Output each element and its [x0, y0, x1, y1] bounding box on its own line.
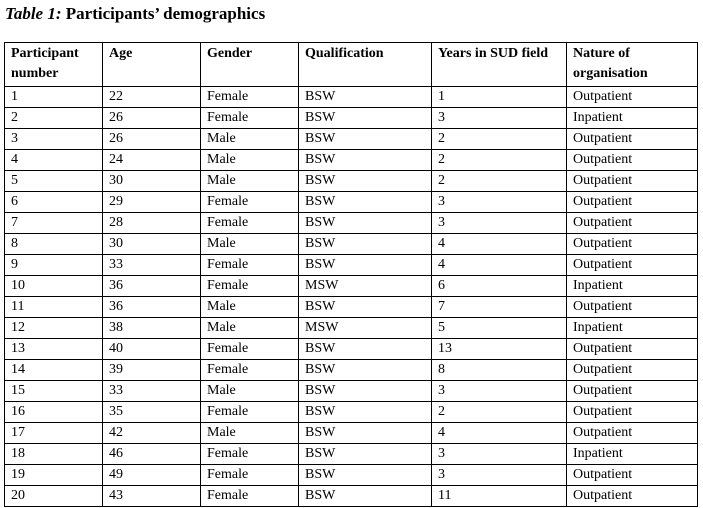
table-cell-years-in-sud-field: 2	[432, 150, 567, 171]
table-cell-nature-of-organisation: Inpatient	[567, 318, 698, 339]
table-cell-years-in-sud-field: 8	[432, 360, 567, 381]
table-cell-nature-of-organisation: Outpatient	[567, 423, 698, 444]
column-header-qualification: Qualification	[299, 43, 432, 87]
table-cell-qualification: BSW	[299, 402, 432, 423]
table-cell-participant-number: 17	[5, 423, 103, 444]
table-cell-qualification: BSW	[299, 108, 432, 129]
table-cell-gender: Female	[201, 213, 299, 234]
table-cell-years-in-sud-field: 4	[432, 423, 567, 444]
table-row	[5, 276, 698, 297]
table-cell-nature-of-organisation: Outpatient	[567, 360, 698, 381]
table-header	[5, 43, 698, 87]
table-cell-years-in-sud-field: 3	[432, 465, 567, 486]
table-cell-nature-of-organisation: Outpatient	[567, 381, 698, 402]
table-cell-qualification: BSW	[299, 297, 432, 318]
demographics-table	[4, 42, 698, 507]
table-cell-gender: Male	[201, 318, 299, 339]
table-cell-years-in-sud-field: 3	[432, 192, 567, 213]
table-cell-years-in-sud-field: 13	[432, 339, 567, 360]
table-cell-years-in-sud-field: 5	[432, 318, 567, 339]
table-cell-participant-number: 7	[5, 213, 103, 234]
table-cell-age: 33	[103, 381, 201, 402]
column-header-gender: Gender	[201, 43, 299, 87]
table-row	[5, 108, 698, 129]
table-cell-qualification: BSW	[299, 150, 432, 171]
table-cell-age: 28	[103, 213, 201, 234]
table-cell-gender: Female	[201, 108, 299, 129]
table-cell-participant-number: 3	[5, 129, 103, 150]
header-row	[5, 43, 698, 87]
table-row	[5, 423, 698, 444]
table-row	[5, 402, 698, 423]
table-row	[5, 213, 698, 234]
table-cell-nature-of-organisation: Outpatient	[567, 297, 698, 318]
table-cell-nature-of-organisation: Outpatient	[567, 87, 698, 108]
table-cell-nature-of-organisation: Outpatient	[567, 171, 698, 192]
column-header-age: Age	[103, 43, 201, 87]
table-cell-qualification: BSW	[299, 339, 432, 360]
table-cell-participant-number: 9	[5, 255, 103, 276]
table-cell-participant-number: 10	[5, 276, 103, 297]
table-cell-nature-of-organisation: Outpatient	[567, 150, 698, 171]
table-cell-age: 46	[103, 444, 201, 465]
table-caption	[5, 3, 265, 25]
table-row	[5, 486, 698, 507]
table-cell-qualification: BSW	[299, 444, 432, 465]
table-row	[5, 297, 698, 318]
table-cell-gender: Female	[201, 444, 299, 465]
table-cell-age: 22	[103, 87, 201, 108]
table-cell-age: 30	[103, 234, 201, 255]
table-cell-nature-of-organisation: Outpatient	[567, 213, 698, 234]
table-body	[5, 87, 698, 507]
table-cell-nature-of-organisation: Outpatient	[567, 234, 698, 255]
table-cell-participant-number: 6	[5, 192, 103, 213]
table-cell-gender: Male	[201, 171, 299, 192]
table-cell-nature-of-organisation: Outpatient	[567, 255, 698, 276]
table-cell-age: 49	[103, 465, 201, 486]
table-cell-age: 29	[103, 192, 201, 213]
table-cell-qualification: BSW	[299, 381, 432, 402]
table-cell-gender: Male	[201, 129, 299, 150]
table-cell-gender: Female	[201, 486, 299, 507]
table-cell-participant-number: 5	[5, 171, 103, 192]
table-cell-participant-number: 14	[5, 360, 103, 381]
table-row	[5, 465, 698, 486]
table-cell-gender: Male	[201, 297, 299, 318]
table-cell-participant-number: 19	[5, 465, 103, 486]
table-cell-years-in-sud-field: 4	[432, 255, 567, 276]
table-row	[5, 360, 698, 381]
table-cell-participant-number: 2	[5, 108, 103, 129]
table-cell-qualification: BSW	[299, 234, 432, 255]
table-cell-nature-of-organisation: Outpatient	[567, 486, 698, 507]
table-cell-gender: Male	[201, 150, 299, 171]
table-cell-qualification: BSW	[299, 129, 432, 150]
table-cell-gender: Female	[201, 192, 299, 213]
table-cell-years-in-sud-field: 4	[432, 234, 567, 255]
table-cell-years-in-sud-field: 7	[432, 297, 567, 318]
table-cell-years-in-sud-field: 3	[432, 444, 567, 465]
table-cell-gender: Female	[201, 465, 299, 486]
table-cell-years-in-sud-field: 2	[432, 171, 567, 192]
table-cell-qualification: BSW	[299, 360, 432, 381]
table-cell-participant-number: 8	[5, 234, 103, 255]
table-cell-nature-of-organisation: Inpatient	[567, 444, 698, 465]
table-cell-qualification: BSW	[299, 87, 432, 108]
table-row	[5, 171, 698, 192]
table-caption-label: Table 1:	[5, 4, 62, 23]
table-cell-age: 38	[103, 318, 201, 339]
table-row	[5, 192, 698, 213]
table-cell-age: 36	[103, 297, 201, 318]
table-row	[5, 87, 698, 108]
table-row	[5, 150, 698, 171]
table-cell-qualification: BSW	[299, 486, 432, 507]
table-cell-age: 36	[103, 276, 201, 297]
table-cell-years-in-sud-field: 3	[432, 213, 567, 234]
table-cell-gender: Male	[201, 381, 299, 402]
table-cell-age: 39	[103, 360, 201, 381]
table-row	[5, 318, 698, 339]
table-cell-qualification: BSW	[299, 465, 432, 486]
table-cell-years-in-sud-field: 6	[432, 276, 567, 297]
table-cell-qualification: BSW	[299, 192, 432, 213]
table-cell-gender: Male	[201, 234, 299, 255]
table-cell-participant-number: 11	[5, 297, 103, 318]
table-cell-years-in-sud-field: 1	[432, 87, 567, 108]
table-cell-qualification: MSW	[299, 276, 432, 297]
table-cell-qualification: BSW	[299, 423, 432, 444]
table-cell-age: 35	[103, 402, 201, 423]
table-cell-years-in-sud-field: 2	[432, 129, 567, 150]
table-row	[5, 339, 698, 360]
table-cell-participant-number: 16	[5, 402, 103, 423]
table-row	[5, 234, 698, 255]
column-header-years-in-sud-field: Years in SUD field	[432, 43, 567, 87]
table-cell-age: 33	[103, 255, 201, 276]
table-row	[5, 255, 698, 276]
table-cell-participant-number: 13	[5, 339, 103, 360]
table-cell-years-in-sud-field: 3	[432, 108, 567, 129]
column-header-participant-number: Participant number	[5, 43, 103, 87]
table-cell-years-in-sud-field: 3	[432, 381, 567, 402]
table-cell-nature-of-organisation: Outpatient	[567, 192, 698, 213]
table-cell-nature-of-organisation: Inpatient	[567, 108, 698, 129]
table-cell-gender: Female	[201, 360, 299, 381]
column-header-nature-of-organisation: Nature of organisation	[567, 43, 698, 87]
table-cell-qualification: BSW	[299, 213, 432, 234]
table-cell-age: 24	[103, 150, 201, 171]
table-caption-title: Participants’ demographics	[65, 4, 266, 23]
table-cell-participant-number: 20	[5, 486, 103, 507]
table-row	[5, 129, 698, 150]
table-cell-age: 40	[103, 339, 201, 360]
table-cell-years-in-sud-field: 2	[432, 402, 567, 423]
table-cell-age: 30	[103, 171, 201, 192]
table-cell-nature-of-organisation: Outpatient	[567, 129, 698, 150]
table-cell-nature-of-organisation: Outpatient	[567, 402, 698, 423]
table-cell-qualification: BSW	[299, 255, 432, 276]
table-cell-nature-of-organisation: Outpatient	[567, 465, 698, 486]
table-cell-participant-number: 1	[5, 87, 103, 108]
table-cell-participant-number: 15	[5, 381, 103, 402]
table-row	[5, 444, 698, 465]
table-cell-participant-number: 12	[5, 318, 103, 339]
table-cell-gender: Male	[201, 423, 299, 444]
table-cell-gender: Female	[201, 276, 299, 297]
table-cell-gender: Female	[201, 87, 299, 108]
table-cell-gender: Female	[201, 255, 299, 276]
table-cell-age: 42	[103, 423, 201, 444]
table-cell-age: 26	[103, 108, 201, 129]
table-cell-participant-number: 18	[5, 444, 103, 465]
table-cell-nature-of-organisation: Inpatient	[567, 276, 698, 297]
table-cell-age: 26	[103, 129, 201, 150]
table-cell-qualification: BSW	[299, 171, 432, 192]
table-row	[5, 381, 698, 402]
table-cell-age: 43	[103, 486, 201, 507]
table-cell-qualification: MSW	[299, 318, 432, 339]
table-cell-participant-number: 4	[5, 150, 103, 171]
table-cell-nature-of-organisation: Outpatient	[567, 339, 698, 360]
table-cell-years-in-sud-field: 11	[432, 486, 567, 507]
table-cell-gender: Female	[201, 402, 299, 423]
table-cell-gender: Female	[201, 339, 299, 360]
